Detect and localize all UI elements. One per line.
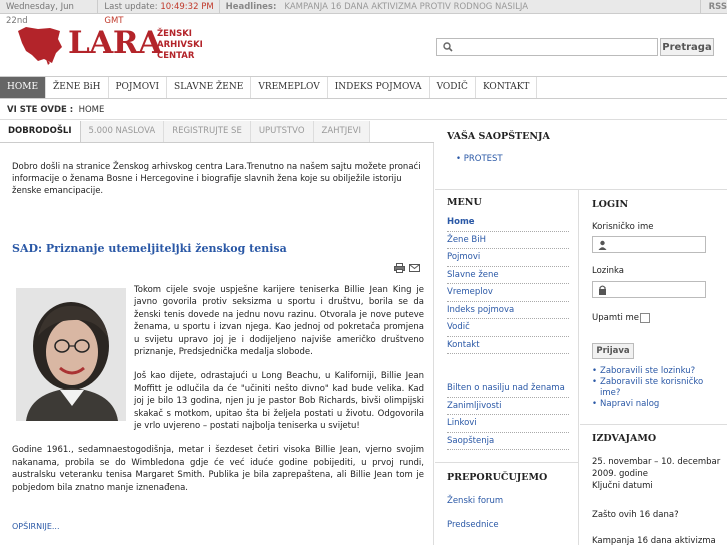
forgot-password-link[interactable]: • Zaboravili ste lozinku? bbox=[592, 366, 722, 377]
menu-item-vodic[interactable]: Vodič bbox=[447, 319, 569, 337]
top-info-bar bbox=[0, 0, 727, 26]
remember-label: Upamti me bbox=[592, 313, 640, 323]
menu-item-zanimljivosti[interactable]: Zanimljivosti bbox=[447, 398, 569, 416]
featured-key-dates[interactable]: Ključni datumi bbox=[592, 481, 653, 491]
headline-ticker[interactable]: KAMPANJA 16 DANA AKTIVIZMA PROTIV RODNOG NASILJA bbox=[276, 0, 700, 14]
featured-date: 25. novembar – 10. decembar bbox=[592, 457, 721, 467]
tab-naslova[interactable]: 5.000 NASLOVA bbox=[81, 121, 165, 142]
menu-item-linkovi[interactable]: Linkovi bbox=[447, 415, 569, 433]
password-label: Lozinka bbox=[592, 266, 624, 276]
tab-uputstvo[interactable]: UPUTSTVO bbox=[251, 121, 314, 142]
intro-text: Dobro došli na stranice Ženskog arhivskog centra Lara.Trenutno na našem sajtu možete pronaći informacije o ženama Bosne i Hercegovine i biografije slavnih žena koje su obilježile istoriju ženske emancipacije. bbox=[12, 162, 421, 196]
logo-text[interactable]: LARA bbox=[68, 25, 162, 61]
search-input[interactable] bbox=[455, 40, 655, 54]
logo-sub-line: ARHIVSKI bbox=[157, 40, 203, 50]
menu-item-home[interactable]: Home bbox=[447, 214, 569, 232]
featured-title: IZDVAJAMO bbox=[592, 433, 657, 444]
press-item-label: PROTEST bbox=[463, 154, 503, 164]
nav-kontakt[interactable]: KONTAKT bbox=[476, 77, 537, 98]
article-title[interactable]: SAD: Priznanje utemeljitelјki ženskog tenisa bbox=[12, 242, 287, 255]
divider bbox=[580, 424, 727, 425]
rss-link[interactable]: RSS bbox=[708, 1, 727, 12]
menu-item-saopstenja[interactable]: Saopštenja bbox=[447, 433, 569, 451]
nav-vodic[interactable]: VODIČ bbox=[430, 77, 476, 98]
logo-subtitle bbox=[157, 29, 203, 62]
main-content bbox=[0, 143, 434, 545]
menu-item-indeks-pojmova[interactable]: Indeks pojmova bbox=[447, 302, 569, 320]
read-more-link[interactable]: OPŠIRNIJE... bbox=[12, 522, 60, 531]
last-update bbox=[98, 0, 219, 26]
nav-slavne-zene[interactable]: SLAVNE ŽENE bbox=[167, 77, 251, 98]
menu-item-kontakt[interactable]: Kontakt bbox=[447, 337, 569, 355]
username-field[interactable] bbox=[592, 236, 706, 253]
featured-campaign[interactable]: Kampanja 16 dana aktivizma bbox=[592, 536, 716, 545]
login-title: LOGIN bbox=[592, 199, 629, 210]
headlines-label: Headlines: bbox=[225, 1, 277, 12]
username-label: Korisničko ime bbox=[592, 222, 654, 232]
menu-list bbox=[447, 214, 569, 354]
current-date: Wednesday, Jun 22nd bbox=[0, 0, 98, 14]
article-paragraph: Još kao dijete, odrastajući u Long Beachu, u Kaliforniji, Billie Jean Moffitt je odlučila da će "učiniti nešto divno" kad bude velika. Kad joj je bilo 13 godina, njen ju je pastor Bob Richards, bivši olimpijski skakač s motkom, upitao šta bi željela postati u životu. Odgovorila je vrlo uvjereno – postati najbolja teniserka u svijetu! bbox=[134, 371, 424, 432]
logo-sub-line: ŽENSKI bbox=[157, 29, 192, 39]
article-paragraph: Tokom cijele svoje uspješne karijere teniserka Billie Jean King je javno govorila protiv seksizma u sportu i društvu, borila se da ženski tenis dovede na jednu novu razinu. Otvorala je nove puteve ženama, u sportu i izvan njega. Kao jednoj od pokretača promjena u svijetu upravo joj je i dodijeljeno najviše američko društveno priznanje, Predsjednička medalja slobode. bbox=[134, 285, 424, 358]
menu-title: MENU bbox=[447, 197, 482, 208]
breadcrumb-current[interactable]: HOME bbox=[78, 105, 105, 115]
featured-why-16-days[interactable]: Zašto ovih 16 dana? bbox=[592, 510, 679, 520]
content-tabs bbox=[0, 121, 434, 143]
nav-home[interactable]: HOME bbox=[0, 77, 46, 98]
recommend-item[interactable]: Ženski forum bbox=[447, 496, 504, 506]
site-header bbox=[0, 14, 727, 76]
tab-registrujte-se[interactable]: REGISTRUJTE SE bbox=[164, 121, 251, 142]
menu-item-pojmovi[interactable]: Pojmovi bbox=[447, 249, 569, 267]
breadcrumb-label: VI STE OVDE : bbox=[7, 105, 74, 115]
recommend-item[interactable]: Predsednice bbox=[447, 520, 499, 530]
featured-year: 2009. godine bbox=[592, 469, 649, 479]
password-field[interactable] bbox=[592, 281, 706, 298]
menu-item-slavne-zene[interactable]: Slavne žene bbox=[447, 267, 569, 285]
photo-spacer bbox=[12, 284, 134, 434]
article-paragraph: Godine 1961., sedamnaestogodišnja, metar i šezdeset četiri visoka Billie Jean, vjerno svojim nakanama, probila se do Wimbledona gdje će već iduće godine pobijediti, u prvoj rundi, australsku veteranku tenisa Margaret Smith. Publika je bila zaprepaštena, ali Billie Jean tom je pobjedom bila znatno manje iznenađena. bbox=[12, 445, 424, 493]
last-update-time: 10:49:32 PM GMT bbox=[104, 1, 214, 26]
nav-zene-bih[interactable]: ŽENE BiH bbox=[46, 77, 108, 98]
menu-item-vremeplov[interactable]: Vremeplov bbox=[447, 284, 569, 302]
bosnia-map-logo-icon[interactable] bbox=[16, 25, 64, 65]
menu-list-secondary bbox=[447, 380, 569, 450]
press-title: VAŠA SAOPŠTENJA bbox=[447, 131, 550, 142]
nav-indeks-pojmova[interactable]: INDEKS POJMOVA bbox=[328, 77, 430, 98]
press-item[interactable]: • PROTEST bbox=[456, 154, 503, 164]
forgot-username-link[interactable]: • Zaboravili ste korisničko ime? bbox=[592, 377, 722, 399]
create-account-link[interactable]: • Napravi nalog bbox=[592, 399, 722, 410]
email-icon[interactable] bbox=[409, 264, 420, 272]
login-button[interactable]: Prijava bbox=[592, 343, 634, 359]
lock-icon bbox=[598, 285, 607, 295]
recommend-title: PREPORUČUJEMO bbox=[447, 472, 548, 483]
main-nav bbox=[0, 76, 727, 99]
last-update-label: Last update: bbox=[104, 1, 158, 12]
breadcrumb bbox=[0, 100, 727, 120]
remember-checkbox[interactable] bbox=[640, 313, 650, 323]
logo-sub-line: CENTAR bbox=[157, 51, 195, 61]
divider bbox=[435, 462, 579, 463]
search-icon bbox=[443, 42, 453, 52]
login-links bbox=[592, 366, 722, 410]
article-body bbox=[12, 284, 424, 506]
nav-pojmovi[interactable]: POJMOVI bbox=[109, 77, 168, 98]
nav-vremeplov[interactable]: VREMEPLOV bbox=[251, 77, 327, 98]
search-box bbox=[436, 38, 658, 56]
menu-item-zene-bih[interactable]: Žene BiH bbox=[447, 232, 569, 250]
print-icon[interactable] bbox=[394, 263, 405, 273]
user-icon bbox=[598, 240, 607, 250]
tab-zahtjevi[interactable]: ZAHTJEVI bbox=[314, 121, 370, 142]
menu-item-bilten[interactable]: Bilten o nasilju nad ženama bbox=[447, 380, 569, 398]
tab-dobrodosli[interactable]: DOBRODOŠLI bbox=[0, 121, 81, 142]
search-button[interactable]: Pretraga bbox=[660, 38, 714, 56]
